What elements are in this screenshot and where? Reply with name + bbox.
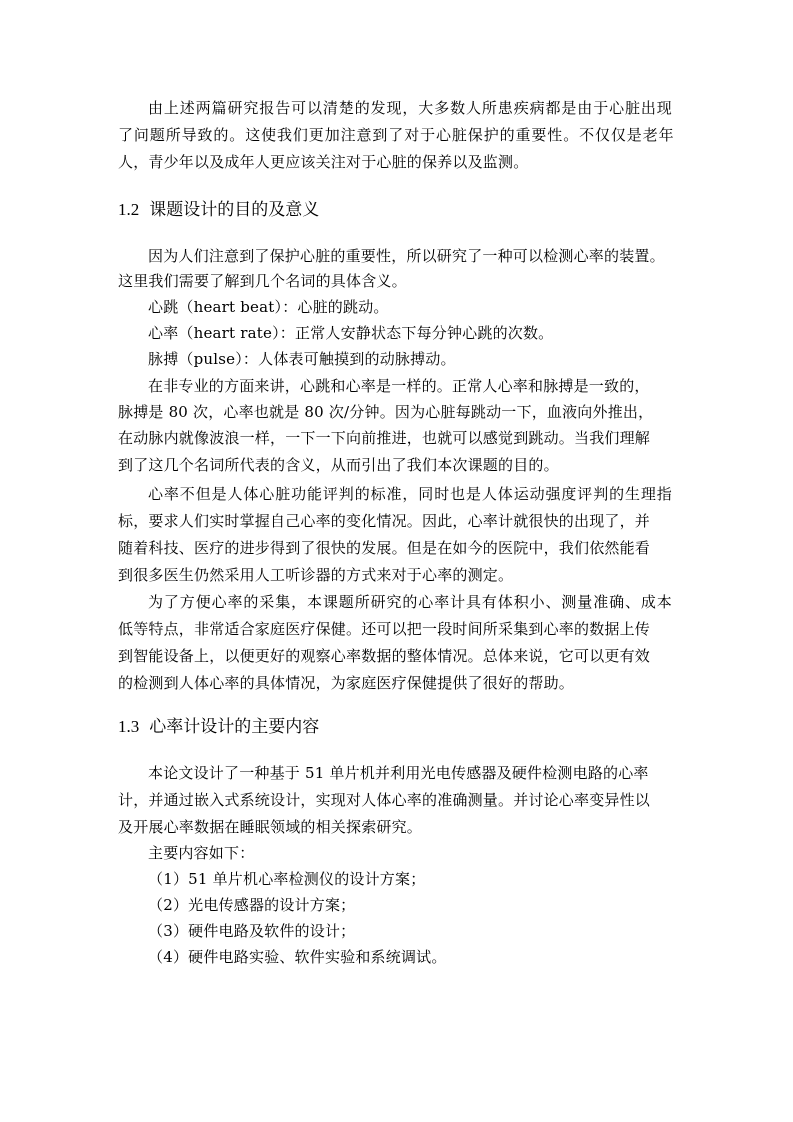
- s13-list-item-4: （4）硬件电路实验、软件实验和系统调试。: [148, 948, 447, 966]
- section-number: 1.3: [118, 717, 140, 736]
- s12-line-15: 低等特点，非常适合家庭医疗保健。还可以把一段时间所采集到心率的数据上传: [118, 620, 651, 638]
- s12-line-12: 随着科技、医疗的进步得到了很快的发展。但是在如今的医院中，我们依然能看: [118, 539, 651, 557]
- section-number: 1.2: [118, 200, 140, 219]
- s13-line-3: 及开展心率数据在睡眠领域的相关探索研究。: [118, 818, 423, 836]
- s12-line-6: 在非专业的方面来讲，心跳和心率是一样的。正常人心率和脉搏是一致的，: [148, 377, 650, 395]
- s12-line-13: 到很多医生仍然采用人工听诊器的方式来对于心率的测定。: [118, 566, 514, 584]
- s12-line-14: 为了方便心率的采集，本课题所研究的心率计具有体积小、测量准确、成本: [148, 593, 673, 611]
- s13-list-item-2: （2）光电传感器的设计方案；: [148, 896, 356, 914]
- s12-line-1: 因为人们注意到了保护心脏的重要性，所以研究了一种可以检测心率的装置。: [148, 247, 665, 265]
- s13-line-2: 计，并通过嵌入式系统设计，实现对人体心率的准确测量。并讨论心率变异性以: [118, 791, 651, 809]
- intro-line-1: 由上述两篇研究报告可以清楚的发现，大多数人所患疾病都是由于心脏出现: [148, 99, 673, 117]
- s13-line-4: 主要内容如下：: [148, 844, 255, 862]
- section-title: 课题设计的目的及意义: [149, 200, 320, 220]
- s12-line-7: 脉搏是 80 次，心率也就是 80 次/分钟。因为心脏每跳动一下，血液向外推出，: [118, 403, 654, 421]
- s12-line-10: 心率不但是人体心脏功能评判的标准，同时也是人体运动强度评判的生理指: [148, 485, 673, 503]
- s12-line-4: 心率（heart rate）：正常人安静状态下每分钟心跳的次数。: [148, 324, 554, 342]
- s12-line-3: 心跳（heart beat）：心脏的跳动。: [148, 298, 389, 316]
- s12-line-8: 在动脉内就像波浪一样，一下一下向前推进，也就可以感觉到跳动。当我们理解: [118, 429, 651, 447]
- s12-line-9: 到了这几个名词所代表的含义，从而引出了我们本次课题的目的。: [118, 456, 559, 474]
- s13-list-item-1: （1）51 单片机心率检测仪的设计方案；: [148, 870, 426, 888]
- s13-line-1: 本论文设计了一种基于 51 单片机并利用光电传感器及硬件检测电路的心率: [148, 764, 649, 782]
- intro-line-3: 人，青少年以及成年人更应该关注对于心脏的保养以及监测。: [118, 153, 529, 171]
- section-heading-1-2: [118, 199, 319, 221]
- s13-list-item-3: （3）硬件电路及软件的设计；: [148, 922, 356, 940]
- section-heading-1-3: [118, 716, 319, 738]
- s12-line-17: 的检测到人体心率的具体情况，为家庭医疗保健提供了很好的帮助。: [118, 674, 575, 692]
- s12-line-2: 这里我们需要了解到几个名词的具体含义。: [118, 272, 407, 290]
- section-title: 心率计设计的主要内容: [149, 717, 320, 737]
- s12-line-5: 脉搏（pulse）：人体表可触摸到的动脉搏动。: [148, 350, 456, 368]
- s12-line-11: 标，要求人们实时掌握自己心率的变化情况。因此，心率计就很快的出现了，并: [118, 512, 651, 530]
- intro-line-2: 了问题所导致的。这使我们更加注意到了对于心脏保护的重要性。不仅仅是老年: [118, 126, 675, 144]
- s12-line-16: 到智能设备上，以便更好的观察心率数据的整体情况。总体来说，它可以更有效: [118, 647, 651, 665]
